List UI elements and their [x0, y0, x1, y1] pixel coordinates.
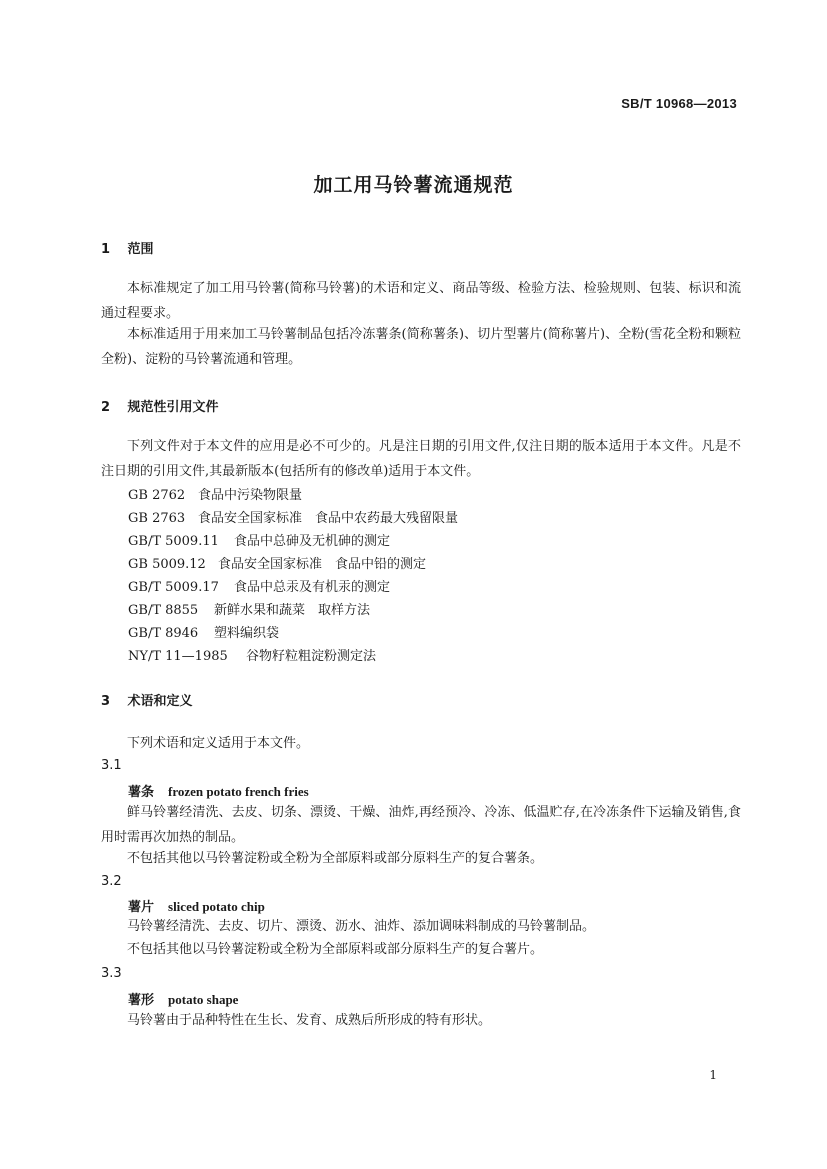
reference-name: 谷物籽粒粗淀粉测定法	[246, 649, 377, 664]
reference-code: GB/T 5009.17	[128, 580, 219, 595]
term-english: potato shape	[168, 992, 239, 1007]
section-1-paragraph-2: 本标准适用于用来加工马铃薯制品包括冷冻薯条(简称薯条)、切片型薯片(简称薯片)、全粉(雪花全粉和颗粒全粉)、淀粉的马铃薯流通和管理。	[101, 327, 741, 367]
reference-item	[128, 530, 390, 549]
reference-name: 新鲜水果和蔬菜 取样方法	[214, 603, 371, 618]
section-3-heading	[101, 690, 193, 709]
reference-name: 食品中污染物限量	[198, 488, 303, 503]
reference-item	[128, 484, 302, 503]
reference-item	[128, 507, 458, 526]
reference-code: NY/T 11—1985	[128, 649, 228, 664]
term-chinese: 薯形	[128, 993, 155, 1008]
reference-name: 食品安全国家标准 食品中铅的测定	[218, 557, 427, 572]
reference-code: GB/T 8946	[128, 626, 199, 641]
section-title: 术语和定义	[127, 694, 193, 709]
reference-name: 塑料编织袋	[214, 626, 280, 641]
clause-number: 3.1	[101, 758, 122, 773]
clause-number: 3.2	[101, 874, 122, 889]
section-3-intro: 下列术语和定义适用于本文件。	[127, 736, 310, 751]
reference-code: GB/T 8855	[128, 603, 199, 618]
standard-code: SB/T 10968—2013	[621, 96, 737, 111]
reference-code: GB/T 5009.11	[128, 534, 219, 549]
reference-code: GB 2762	[128, 488, 186, 503]
section-title: 规范性引用文件	[127, 400, 219, 415]
reference-name: 食品中总砷及无机砷的测定	[234, 534, 391, 549]
section-number: 3	[101, 694, 111, 709]
section-number: 1	[101, 242, 111, 257]
reference-item	[128, 645, 376, 664]
reference-name: 食品安全国家标准 食品中农药最大残留限量	[198, 511, 459, 526]
term-heading	[128, 989, 238, 1008]
reference-item	[128, 599, 370, 618]
clause-number: 3.3	[101, 966, 122, 981]
term-note: 不包括其他以马铃薯淀粉或全粉为全部原料或部分原料生产的复合薯条。	[127, 851, 544, 866]
section-number: 2	[101, 400, 111, 415]
term-note: 不包括其他以马铃薯淀粉或全粉为全部原料或部分原料生产的复合薯片。	[127, 942, 544, 957]
reference-code: GB 5009.12	[128, 557, 206, 572]
reference-item	[128, 622, 279, 641]
term-chinese: 薯条	[128, 785, 155, 800]
section-2-heading	[101, 396, 219, 415]
term-definition: 马铃薯由于品种特性在生长、发育、成熟后所形成的特有形状。	[127, 1013, 492, 1028]
reference-name: 食品中总汞及有机汞的测定	[234, 580, 391, 595]
section-1-heading	[101, 238, 154, 257]
term-english: sliced potato chip	[168, 899, 265, 914]
reference-item	[128, 553, 426, 572]
term-definition: 马铃薯经清洗、去皮、切片、漂烫、沥水、油炸、添加调味料制成的马铃薯制品。	[127, 919, 596, 934]
term-heading	[128, 896, 265, 915]
section-1-paragraph-1: 本标准规定了加工用马铃薯(简称马铃薯)的术语和定义、商品等级、检验方法、检验规则、包装、标识和流通过程要求。	[101, 281, 741, 321]
reference-item	[128, 576, 390, 595]
page-title: 加工用马铃薯流通规范	[313, 174, 514, 196]
section-2-intro: 下列文件对于本文件的应用是必不可少的。凡是注日期的引用文件,仅注日期的版本适用于本文件。凡是不注日期的引用文件,其最新版本(包括所有的修改单)适用于本文件。	[101, 439, 741, 479]
section-title: 范围	[127, 242, 154, 257]
page-number: 1	[709, 1068, 717, 1082]
term-definition: 鲜马铃薯经清洗、去皮、切条、漂烫、干燥、油炸,再经预冷、冷冻、低温贮存,在冷冻条件下运输及销售,食用时需再次加热的制品。	[101, 805, 741, 845]
reference-code: GB 2763	[128, 511, 186, 526]
term-english: frozen potato french fries	[168, 784, 309, 799]
term-heading	[128, 781, 309, 800]
term-chinese: 薯片	[128, 900, 155, 915]
